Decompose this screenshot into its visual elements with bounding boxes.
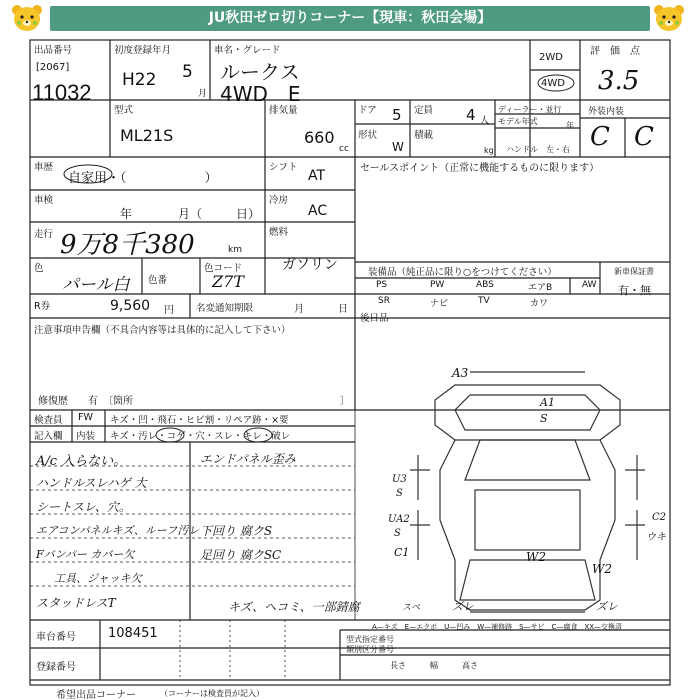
- color-code: Z7T: [212, 272, 244, 291]
- cooler-value: AC: [308, 203, 328, 219]
- load-label: 積載: [414, 130, 434, 141]
- lot-label: 出品番号: [34, 45, 73, 56]
- diagram-mark: S: [396, 488, 403, 499]
- notice-day: 日: [338, 304, 348, 315]
- model-year-label: モデル年式: [498, 117, 538, 126]
- mileage-label: 走行: [34, 229, 54, 240]
- load-unit: kg: [484, 146, 494, 155]
- doors-label: ドア: [358, 105, 377, 116]
- score-label: 評 価 点: [590, 46, 640, 57]
- note-line: 工具、ジャッキ欠: [54, 572, 142, 585]
- model-value: ML21S: [120, 126, 174, 145]
- notice-label: 名変通知期限: [196, 303, 254, 314]
- displacement-value: 660: [304, 128, 335, 147]
- equip-abs: ABS: [476, 280, 494, 290]
- color-value: パール白: [62, 275, 130, 295]
- mileage-unit: km: [228, 245, 242, 255]
- chassis-value: 108451: [108, 626, 158, 641]
- diagram-mark: スペ: [402, 603, 421, 613]
- damage-legend: A—キズ E—エクボ U—凹み W—補修跡 S—サビ C—腐食 XX—交換済: [372, 623, 623, 631]
- note-line: スタッドレスT: [36, 596, 116, 610]
- inspector-label: 検査員: [34, 415, 63, 426]
- equip-sr: SR: [378, 296, 390, 306]
- repair-label: 修復歴 有 〔箇所: [38, 396, 133, 407]
- first-reg-month-unit: 月: [198, 89, 208, 99]
- recycle-unit: 円: [164, 305, 174, 316]
- diagram-mark: W2: [526, 550, 546, 564]
- doors-value: 5: [392, 106, 402, 124]
- car-label: 車名・グレード: [214, 45, 281, 56]
- diagram-mark: C2: [652, 512, 667, 523]
- capacity-unit: 人: [480, 116, 490, 126]
- bottom-note: （コーナーは検査員が記入）: [160, 689, 264, 698]
- history-value: 自家用・（ ）: [68, 171, 218, 186]
- inspector-cat1-items: キズ・凹・飛石・ヒビ割・リペア跡・×要: [110, 415, 289, 426]
- equip-tv: TV: [478, 296, 490, 306]
- ext-int-label: 外装内装: [588, 107, 625, 117]
- fuel-label: 燃料: [269, 227, 289, 238]
- drive-2wd: 2WD: [539, 52, 563, 63]
- color-label: 色: [34, 263, 44, 274]
- equip-aw: AW: [582, 280, 597, 290]
- diagram-mark: A3: [452, 366, 469, 380]
- equip-ps: PS: [376, 280, 388, 290]
- recycle-label: R券: [34, 301, 51, 312]
- shift-value: AT: [308, 168, 326, 184]
- entry-cat2: 内装: [76, 431, 96, 442]
- note-line: シートスレ、穴。: [36, 500, 131, 514]
- note-line: 下回り 腐クS: [200, 524, 273, 538]
- dims-label: 長さ 幅 高さ: [390, 661, 478, 670]
- ext-grade: C: [590, 122, 610, 152]
- lot-number: 11032: [32, 80, 92, 105]
- sales-label: セールスポイント（正常に機能するものに限ります）: [360, 163, 600, 174]
- inspector-cat1: FW: [78, 412, 93, 423]
- model-label: 型式: [114, 105, 134, 116]
- color-number-label: 色番: [148, 275, 168, 286]
- warranty-value: 有・無: [618, 284, 651, 297]
- inspection-day: 日）: [236, 207, 261, 221]
- diagram-mark: S: [540, 412, 548, 425]
- class-label: 類別区分番号: [346, 645, 394, 654]
- int-grade: C: [634, 122, 654, 152]
- first-reg-label: 初度登録年月: [114, 45, 172, 56]
- displacement-unit: cc: [339, 144, 349, 154]
- cooler-label: 冷房: [269, 195, 289, 206]
- inspection-label: 車検: [34, 195, 54, 206]
- mileage-value: 9万8千380: [60, 230, 195, 260]
- diagram-mark: A1: [540, 396, 555, 409]
- rear-label: 後日品: [360, 313, 389, 324]
- caution-label: 注意事項申告欄（不具合内容等は具体的に記入して下さい）: [34, 325, 291, 336]
- inspection-month: 月（: [178, 207, 203, 221]
- diagram-mark: C1: [394, 546, 410, 559]
- diagram-mark: S: [394, 528, 401, 539]
- notice-month: 月: [294, 304, 304, 315]
- lot-sub: [2067]: [36, 62, 70, 73]
- fuel-value: ガソリン: [282, 257, 338, 273]
- chassis-label: 車台番号: [36, 632, 76, 643]
- equip-pw: PW: [430, 280, 445, 290]
- note-line: ハンドルスレハゲ 大: [36, 476, 147, 490]
- note-line: エアコンパネルキズ、ルーフ汚レ: [36, 524, 200, 537]
- car-diagram: [410, 372, 645, 612]
- drive-4wd: 4WD: [541, 78, 565, 89]
- page-title: JU秋田ゼロ切りコーナー【現車：秋田会場】: [208, 10, 492, 26]
- first-reg-year: H22: [122, 70, 157, 90]
- shift-label: シフト: [269, 162, 298, 173]
- diagram-mark: W2: [592, 562, 612, 576]
- spec-label: 型式指定番号: [346, 635, 394, 644]
- car-grade: 4WD E: [220, 82, 301, 106]
- shape-label: 形状: [358, 130, 378, 141]
- equip-navi: ナビ: [430, 299, 449, 309]
- history-label: 車歴: [34, 162, 54, 173]
- capacity-label: 定員: [414, 105, 434, 116]
- registration-label: 登録番号: [36, 662, 76, 673]
- diagram-mark: ズレ: [596, 600, 618, 613]
- entry-cat2-items: キズ・汚レ・コゲ・穴・スレ・キレ・破レ: [110, 431, 291, 442]
- diagram-mark: U3: [392, 474, 407, 485]
- entry-label: 記入欄: [34, 431, 63, 442]
- note-line: キズ、ヘコミ、一部錆腐: [228, 600, 360, 614]
- capacity-value: 4: [466, 106, 476, 124]
- car-name: ルークス: [220, 60, 300, 84]
- recycle-value: 9,560: [110, 298, 151, 314]
- diagram-mark: ズレ: [452, 600, 474, 613]
- dealer-label: ディーラー・並行: [498, 105, 562, 114]
- note-line: A/c 入らない。: [36, 454, 127, 469]
- model-year-unit: 年: [566, 121, 574, 130]
- handle-label: ハンドル 左・右: [506, 145, 570, 154]
- score-value: 3.5: [598, 66, 640, 96]
- note-line: エンドパネル歪み: [200, 452, 296, 466]
- repair-close: 〕: [340, 396, 350, 407]
- first-reg-month: 5: [182, 62, 193, 82]
- warranty-label: 新車保証書: [614, 267, 654, 276]
- bottom-label: 希望出品コーナー: [56, 690, 136, 700]
- note-line: Fバンパー カバー欠: [36, 548, 135, 561]
- diagram-mark: UA2: [388, 514, 410, 525]
- color-code-label: 色コード: [204, 263, 243, 274]
- equip-leather: カワ: [530, 299, 549, 309]
- displacement-label: 排気量: [269, 105, 298, 116]
- note-line: 足回り 腐クSC: [200, 548, 282, 562]
- inspection-year: 年: [120, 207, 133, 221]
- equipment-label: 装備品（純正品に限り○をつけてください）: [368, 267, 557, 278]
- equip-airbag: エアB: [528, 283, 553, 293]
- diagram-mark: ウキ: [646, 532, 666, 543]
- shape-value: W: [392, 140, 404, 154]
